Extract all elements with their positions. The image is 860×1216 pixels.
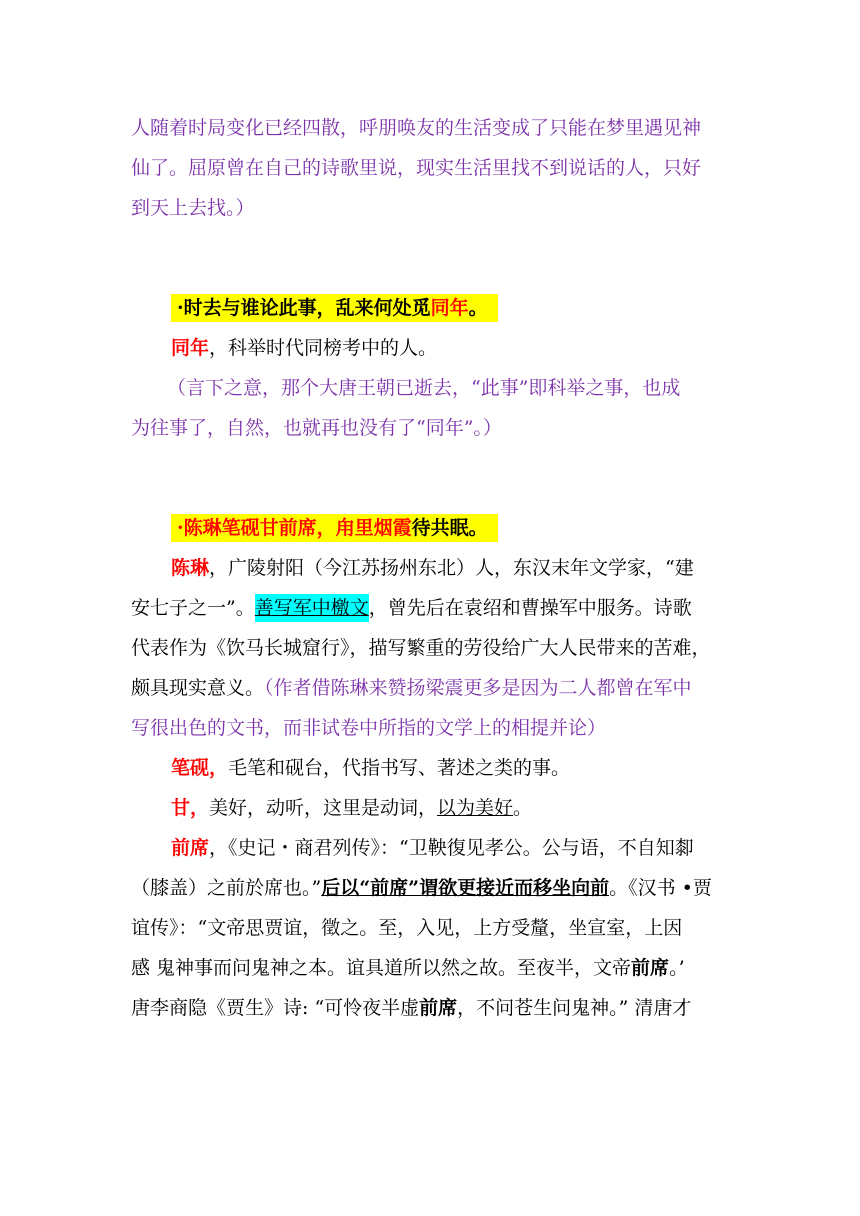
paragraph-line: [131, 588, 731, 628]
definition-text: 美好，动听，这里是动词，: [209, 797, 438, 819]
note-line: （言下之意，那个大唐王朝已逝去，“此事”即科举之事，也成: [167, 377, 681, 399]
bold-text: 前席: [419, 997, 458, 1019]
heading-highlight: 同年: [430, 297, 469, 319]
text: 唐李商隐《贾生》诗: “可怜夜半虚: [131, 997, 420, 1019]
definition-tongnian: [131, 328, 731, 368]
note-line: 写很出色的文书，而非试卷中所指的文学上的相提并论）: [131, 717, 607, 739]
underlined-text: 以为美好: [437, 797, 514, 819]
paragraph-line: [131, 668, 731, 708]
definition-text: ，《史记・商君列传》：“卫鞅復见孝公。公与语，不自知厀: [209, 837, 694, 859]
text: 颇具现实意义。: [131, 677, 265, 699]
text: 。’: [669, 957, 685, 979]
underlined-text: 后以“前席”谓欲更接近而移坐向前: [321, 877, 610, 899]
paragraph-line: 代表作为《饮马长城窟行》，描写繁重的劳役给广大人民带来的苦难，: [131, 637, 711, 659]
document-page: [131, 108, 731, 1028]
text: 安七子之一”。: [131, 597, 255, 619]
text: （膝盖）之前於席也。”: [131, 877, 322, 899]
definition-biyan: [131, 748, 731, 788]
heading-text: ·陈琳笔砚甘前席，: [177, 517, 336, 539]
paragraph-line: [131, 988, 731, 1028]
section-heading-tongnian: [131, 288, 731, 328]
note-text: （作者借陈琳来赞扬梁震更多是因为二人都曾在军中: [264, 677, 692, 699]
text: ，不问苍生问鬼神。” 清唐才: [457, 997, 692, 1019]
term: 陈琳: [171, 557, 210, 579]
definition-qianxi: [131, 828, 731, 868]
term: 甘，: [171, 797, 210, 819]
definition-text: 。: [513, 797, 533, 819]
text: ，曾先后在袁绍和曹操军中服务。诗歌: [368, 597, 692, 619]
bold-text: 前席: [631, 957, 670, 979]
term: 前席: [171, 837, 210, 859]
paragraph-line: [131, 948, 731, 988]
term: 笔砚，: [171, 757, 229, 779]
paragraph-line: 谊传》：“文帝思贾谊，徵之。至，入见，上方受釐，坐宣室，上因: [131, 917, 683, 939]
definition-gan: [131, 788, 731, 828]
heading-text: 待共眠。: [411, 517, 488, 539]
highlighted-text: 善写军中檄文: [255, 594, 369, 622]
heading-text: 。: [468, 297, 488, 319]
text: 。《汉书 •贾: [609, 877, 712, 899]
paragraph-line: 仙了。屈原曾在自己的诗歌里说，现实生活里找不到说话的人，只好: [131, 157, 702, 179]
paragraph-line: 到天上去找。）: [131, 197, 255, 219]
heading-highlight: 甪里烟霞: [335, 517, 412, 539]
paragraph-line: 人随着时局变化已经四散，呼朋唤友的生活变成了只能在梦里遇见神: [131, 117, 702, 139]
heading-text: ·时去与谁论此事，乱来何处觅: [177, 297, 431, 319]
definition-text: ，广陵射阳（今江苏扬州东北）人，东汉末年文学家，“建: [209, 557, 694, 579]
text: 感 鬼神事而问鬼神之本。谊具道所以然之故。至夜半，文帝: [131, 957, 632, 979]
definition-chenlin: [131, 548, 731, 588]
section-heading-chenlin: [131, 508, 731, 548]
paragraph-line: [131, 868, 731, 908]
definition-text: ，科举时代同榜考中的人。: [209, 337, 438, 359]
term: 同年: [171, 337, 210, 359]
note-line: 为往事了，自然，也就再也没有了“同年”。）: [131, 417, 502, 439]
definition-text: 毛笔和砚台，代指书写、著述之类的事。: [228, 757, 571, 779]
